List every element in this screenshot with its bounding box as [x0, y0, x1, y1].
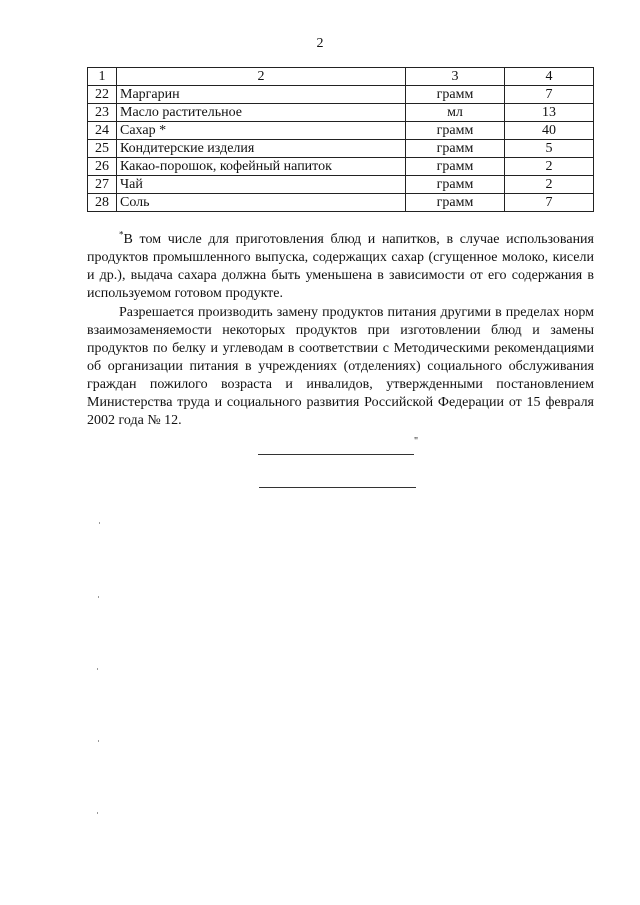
- table-header-row: [88, 68, 594, 86]
- footnote-paragraph: [87, 231, 594, 303]
- quantity: 7: [505, 86, 594, 104]
- quantity: 2: [505, 158, 594, 176]
- closing-quote-mark: ": [414, 436, 419, 447]
- column-header: 2: [117, 68, 406, 86]
- scan-speck: [97, 668, 98, 670]
- quantity: 7: [505, 194, 594, 212]
- scan-speck: [98, 740, 99, 742]
- product-name: Соль: [117, 194, 406, 212]
- quantity: 13: [505, 104, 594, 122]
- replacement-paragraph: Разрешается производить замену продуктов питания другими в пределах норм взаимозаменяемости некоторых продуктов при изготовлении блюд и замены продуктов по белку и углеводам в соответствии с Методическими рекомендациями об организации питания в учреждениях (отделениях) социального обслуживания граждан пожилого возраста и инвалидов, утвержденными постановлением Министерства труда и социального развития Российской Федерации от 15 февраля 2002 года № 12.: [87, 305, 594, 428]
- column-header: 4: [505, 68, 594, 86]
- table-row: [88, 140, 594, 158]
- table-row: [88, 104, 594, 122]
- footnote-text: В том числе для приготовления блюд и напитков, в случае использования продуктов промышленного выпуска, содержащих сахар (сгущенное молоко, кисели и др.), выдача сахара должна быть уменьшена в зависимости от его содержания в используемом готовом продукте.: [87, 232, 594, 301]
- row-number: 22: [88, 86, 117, 104]
- closing-line: [259, 487, 416, 488]
- product-name: Кондитерские изделия: [117, 140, 406, 158]
- table-row: [88, 122, 594, 140]
- product-name: Какао-порошок, кофейный напиток: [117, 158, 406, 176]
- quantity: 40: [505, 122, 594, 140]
- product-name: Масло растительное: [117, 104, 406, 122]
- scan-speck: [99, 522, 100, 524]
- unit: грамм: [406, 86, 505, 104]
- product-name: Маргарин: [117, 86, 406, 104]
- column-header: 1: [88, 68, 117, 86]
- scan-speck: [98, 596, 99, 598]
- row-number: 26: [88, 158, 117, 176]
- unit: мл: [406, 104, 505, 122]
- row-number: 23: [88, 104, 117, 122]
- product-name: Чай: [117, 176, 406, 194]
- unit: грамм: [406, 158, 505, 176]
- unit: грамм: [406, 176, 505, 194]
- quantity: 5: [505, 140, 594, 158]
- closing-line: [258, 454, 414, 455]
- unit: грамм: [406, 122, 505, 140]
- row-number: 24: [88, 122, 117, 140]
- row-number: 27: [88, 176, 117, 194]
- table-row: [88, 176, 594, 194]
- scan-speck: [97, 812, 98, 814]
- quantity: 2: [505, 176, 594, 194]
- unit: грамм: [406, 194, 505, 212]
- unit: грамм: [406, 140, 505, 158]
- row-number: 25: [88, 140, 117, 158]
- column-header: 3: [406, 68, 505, 86]
- row-number: 28: [88, 194, 117, 212]
- table-row: [88, 158, 594, 176]
- table-row: [88, 194, 594, 212]
- page-number: 2: [316, 36, 324, 51]
- footnote-marker: *: [119, 229, 124, 240]
- product-name: Сахар *: [117, 122, 406, 140]
- table-row: [88, 86, 594, 104]
- food-norms-table: [87, 67, 594, 212]
